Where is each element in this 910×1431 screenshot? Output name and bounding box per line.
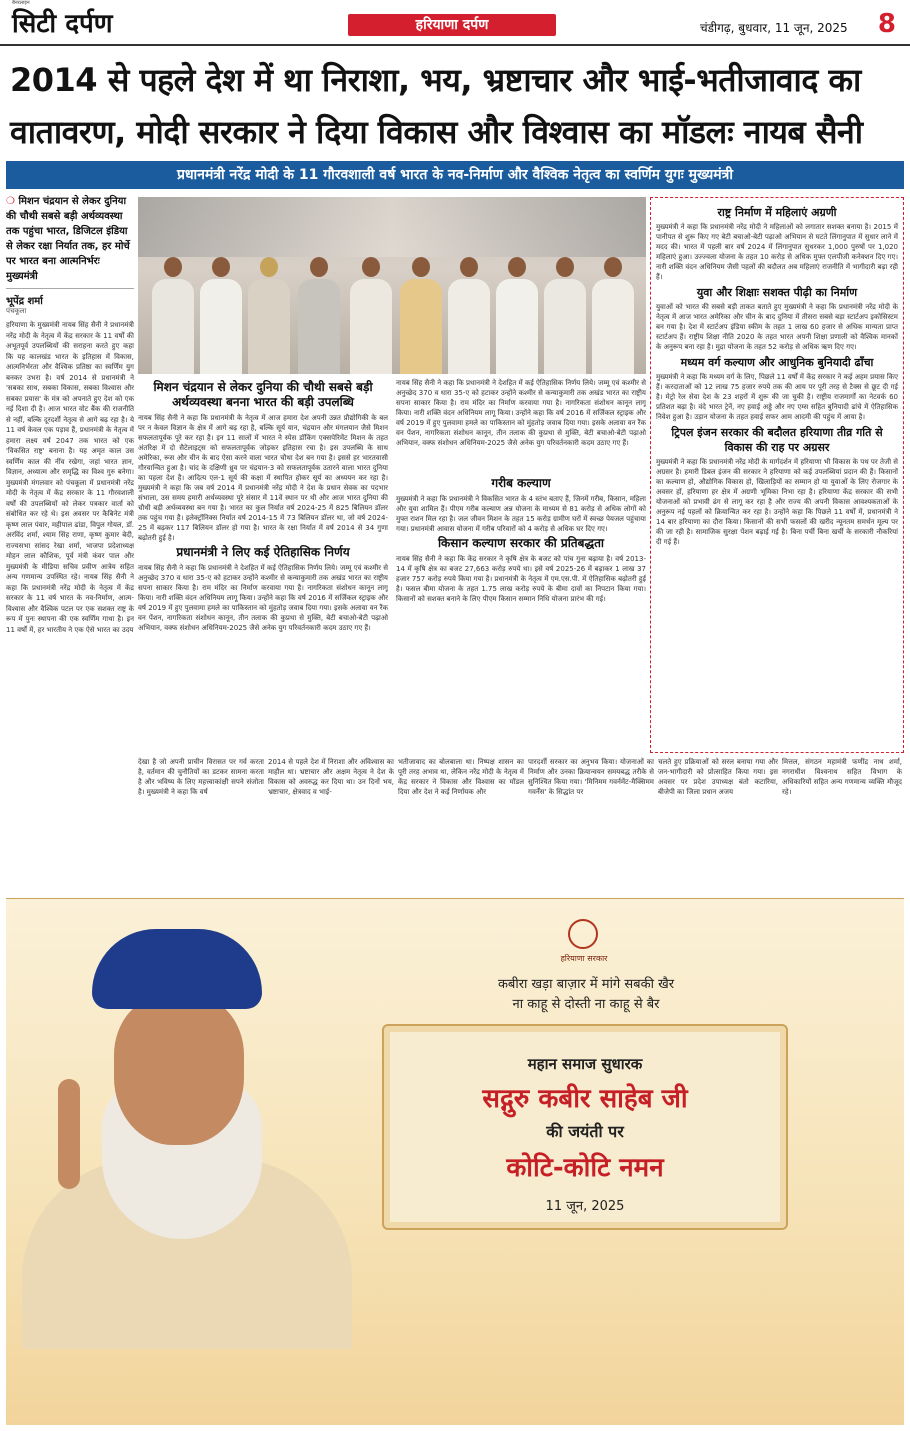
kabir-portrait [22, 929, 352, 1349]
bullet-icon: ❍ [6, 196, 15, 207]
govt-label: हरियाणा सरकार [560, 954, 608, 963]
scroll-line-3: की जयंती पर [546, 1122, 624, 1141]
doha-line-2: ना काहू से दोस्ती ना काहू से बैर [512, 997, 660, 1012]
press-conference-photo [138, 197, 646, 374]
section-heading: गरीब कल्याण [491, 476, 551, 490]
haryana-govt-emblem-icon [568, 919, 598, 949]
section-heading: प्रधानमंत्री ने लिए कई ऐतिहासिक निर्णय [176, 545, 350, 559]
highlight-box [6, 194, 134, 289]
highlight-text: मिशन चंद्रयान से लेकर दुनिया की चौथी सबसे बड़ी अर्थव्यवस्था तक पहुंचा भारत, डिजिटल इंडिया से लेकर रक्षा निर्यात तक, हर मोर्चे पर भारत बना आत्मनिर्भरः मुख्यमंत्री [6, 196, 130, 282]
paragraph: मुख्यमंत्री ने कहा कि प्रधानमंत्री नरेंद्र मोदी ने महिलाओं को लगातार सशक्त बनाया है। 2015 में पानीपत से शुरू किए गए बेटी बचाओ-बेटी पढ़ाओ अभियान से घटते लिंगानुपात में सुधार लाने में मदद की। भारत में पहली बार वर्ष 2024 में लिंगानुपात सुधरकर 1,000 पुरुषों पर 1,020 महिलाएं हुआ। उज्ज्वला योजना के तहत 10 करोड़ से अधिक मुफ्त एलपीजी कनेक्शन दिए गए। नारी शक्ति वंदन अधिनियम जैसी पहलों की बदौलत अब महिलाएं राजनीति में भागीदारी बढ़ा रही हैं। [656, 223, 898, 281]
scroll-date: 11 जून, 2025 [545, 1199, 625, 1214]
paragraph: मित्तल, संगठन महामंत्री फणींद्र नाथ शर्मा, नगराधीश विश्वनाथ सहित विभाग के अधिकारियों सहित अन्य गणमान्य व्यक्ति मौजूद रहे। [782, 758, 902, 796]
scroll-line-2: सद्गुरु कबीर साहेब जी [482, 1084, 688, 1114]
article-body-left: हरियाणा के मुख्यमंत्री नायब सिंह सैनी ने प्रधानमंत्री नरेंद्र मोदी के नेतृत्व में केंद्र सरकार के 11 वर्षों की अभूतपूर्व उपलब्धियों की सराहना करते हुए कहा कि यह कालखंड भारत के इतिहास में विकास, आत्मनिर्भरता और वैश्विक प्रतिष्ठा का स्वर्णिम युग बनकर उभरा है। वर्ष 2014 से प्रधानमंत्री ने 'सबका साथ, सबका विकास, सबका विश्वास और सबका प्रयास' के मंत्र को अपनाते हुए देश को एक नई दिशा दी है। आज भारत वोट बैंक की राजनीति से नहीं, बल्कि दूरदर्शी नेतृत्व से आगे बढ़ रहा है। ये 11 वर्ष केवल एक पड़ाव हैं, प्रधानमंत्री के नेतृत्व में हमारा लक्ष्य वर्ष 2047 तक भारत को एक 'विकसित राष्ट्र' बनाना है। यह अमृत काल उस स्वर्णिम काल की नींव रखेगा, जहां भारत ज्ञान, विज्ञान, अध्यात्म और समृद्धि का विश्व गुरु बनेगा। मुख्यमंत्री मंगलवार को पंचकूला में प्रधानमंत्री नरेंद्र मोदी के नेतृत्व में केंद्र सरकार के 11 गौरवशाली वर्षों की उपलब्धियों को लेकर पत्रकार वार्ता को संबोधित कर रहे थे। इस अवसर पर कैबिनेट मंत्री कृष्ण लाल पंवार, महीपाल ढांडा, विपुल गोयल, डॉ. अरविंद शर्मा, श्याम सिंह राणा, कृष्ण कुमार बेदी, राज्यसभा सांसद रेखा शर्मा, भाजपा प्रदेशाध्यक्ष मोहन लाल कौशिक, पूर्व मंत्री कंवर पाल और मुख्यमंत्री के मीडिया सचिव प्रवीण आत्रेय सहित अन्य गणमान्य उपस्थित रहे। नायब सिंह सैनी ने कहा कि प्रधानमंत्री नरेंद्र मोदी के नेतृत्व में केंद्र सरकार के 11 वर्ष भारत के नव-निर्माण, आत्म-विश्वास और वैश्विक पटल पर एक सशक्त राष्ट्र के रूप में पुनः स्थापना की एक स्वर्णिम गाथा है। इन 11 वर्षों में, हर भारतीय ने एक ऐसे भारत का उदय [6, 321, 134, 634]
person-figure [298, 257, 340, 374]
paragraph: मुख्यमंत्री ने कहा कि मध्यम वर्ग के लिए, पिछले 11 वर्षों में केंद्र सरकार ने कई अहम प्रयास किए हैं। करदाताओं को 12 लाख 75 हजार रुपये तक की आय पर पूरी तरह से टैक्स से छूट दी गई है। मेट्रो रेल सेवा देश के 23 शहरों में शुरू की जा चुकी है। राष्ट्रीय राजमार्गों का नेटवर्क 60 प्रतिशत बढ़ा है। वंदे भारत ट्रेनें, नए हवाई अड्डे और नए एम्स सहित बुनियादी ढांचे में ऐतिहासिक निवेश हुआ है। उड़ान योजना के तहत हवाई सफर आम आदमी की पहुंच में आया है। [656, 373, 898, 421]
person-figure [350, 257, 392, 374]
person-figure [592, 257, 634, 374]
person-figure [544, 257, 586, 374]
paragraph: मुख्यमंत्री ने कहा कि प्रधानमंत्री नरेंद्र मोदी के मार्गदर्शन में हरियाणा भी विकास के पथ पर तेजी से अग्रसर है। हमारी डिबल इंजन की सरकार ने हरियाणा को कई उपलब्धियां प्रदान की हैं। किसानों का कल्याण हो, औद्योगिक विकास हो, खिलाड़ियों का सम्मान हो या युवाओं के लिए रोजगार के अवसर हों, हरियाणा हर क्षेत्र में अग्रणी भूमिका निभा रहा है। हरियाणा केंद्र सरकार की सभी योजनाओं को प्रभावी ढंग से लागू कर रहा है और राज्य की अपनी विकास आवश्यकताओं के अनुरूप नई पहलों को क्रियान्वित कर रहा है। उन्होंने कहा कि पिछले 11 वर्षों में, प्रधानमंत्री ने 14 बार हरियाणा का दौरा किया। किसानों की सभी फसलों की खरीद न्यूनतम समर्थन मूल्य पर की जा रही है। सामाजिक सुरक्षा पेंशन बढ़ाई गई है। बिना पर्ची बिना खर्ची के सरकारी नौकरियां दी गई हैं। [656, 458, 898, 546]
section-heading: मिशन चंद्रयान से लेकर दुनिया की चौथी सबसे बड़ी अर्थव्यवस्था बनना भारत की बड़ी उपलब्धि [153, 380, 373, 409]
person-figure [400, 257, 442, 374]
tribute-scroll [382, 1024, 788, 1230]
paragraph: पारदर्शी सरकार का अनुभव किया। योजनाओं का निर्माण और उनका क्रियान्वयन समयबद्ध तरीके से सुनिश्चित किया गया। 'मिनिमम गवर्नमेंट-मैक्सिमम गवर्नेंस' के सिद्धांत पर [528, 758, 654, 796]
paragraph: नायब सिंह सैनी ने कहा कि प्रधानमंत्री के नेतृत्व में आज हमारा देश अपनी उन्नत प्रौद्योगिकी के बल पर न केवल विज्ञान के क्षेत्र में आगे बढ़ रहा है, बल्कि सूर्य यान, चंद्रयान और मंगलयान जैसे मिशन सफलतापूर्वक पूरे कर रहा है। इन 11 सालों में भारत ने स्पेस डॉकिंग एक्सपेरिमेंट मिशन के तहत अंतरिक्ष में दो सैटेलाइट्स को सफलतापूर्वक जोड़कर इतिहास रचा है। इस उपलब्धि के साथ अमेरिका, रूस और चीन के बाद ऐसा करने वाला भारत चौथा देश बन गया है। इससे हर भारतवासी गौरवान्वित हुआ है। चांद के दक्षिणी ध्रुव पर चंद्रयान-3 को सफलतापूर्वक उतारने वाला भारत दुनिया का पहला देश है। आदित्य एल-1 सूर्य की कक्षा में स्थापित होकर सूर्य का अध्ययन कर रहा है। मुख्यमंत्री ने कहा कि जब वर्ष 2014 में प्रधानमंत्री नरेंद्र मोदी ने देश के प्रधान सेवक का पदभार संभाला, उस समय हमारी अर्थव्यवस्था पूरे संसार में 11वें स्थान पर थी और आज भारत दुनिया की चौथी बड़ी अर्थव्यवस्था बन गया है। भारत का कुल निर्यात वर्ष 2024-25 में 825 बिलियन डॉलर तक पहुंच गया है। इलेक्ट्रॉनिक्स निर्यात वर्ष 2014-15 में 73 बिलियन डॉलर था, जो वर्ष 2024-25 में बढ़कर 117 बिलियन डॉलर हो गया है। भारत के रक्षा निर्यात में वर्ष 2014 से 34 गुणा बढ़ोतरी हुई है। [138, 414, 388, 542]
paragraph: भतीजावाद का बोलबाला था। निष्पक्ष शासन का पूरी तरह अभाव था, लेकिन नरेंद्र मोदी के नेतृत्व में केंद्र सरकार ने विकास और विश्वास का मॉडल दिया और देश ने कई निर्णायक और [398, 758, 524, 796]
kabir-doha [426, 975, 746, 1015]
dateline-place: पंचकूला [6, 307, 27, 315]
paragraph: मुख्यमंत्री ने कहा कि प्रधानमंत्री ने विकसित भारत के 4 स्तंभ बताए हैं, जिनमें गरीब, किसान, महिला और युवा शामिल हैं। पीएम गरीब कल्याण अन्न योजना के माध्यम से 81 करोड़ से अधिक लोगों को मुफ्त राशन मिल रहा है। जल जीवन मिशन के तहत 15 करोड़ ग्रामीण घरों में स्वच्छ पेयजल पहुंचाया गया। प्रधानमंत्री आवास योजना में गरीब परिवारों को 4 करोड़ से अधिक घर दिए गए। [396, 495, 646, 533]
person-figure [200, 257, 242, 374]
kabir-jayanti-advertisement [6, 898, 904, 1425]
paragraph: चलते हुए प्रक्रियाओं को सरल बनाया गया और जन-भागीदारी को प्रोत्साहित किया गया। इस अवसर पर प्रदेश उपाध्यक्ष बंतो कटारिया, बीजेपी का जिला प्रधान अजय [658, 758, 778, 796]
dateline: चंडीगढ़, बुधवार, 11 जून, 2025 [700, 21, 848, 35]
paragraph: नायब सिंह सैनी ने कहा कि प्रधानमंत्री ने देशहित में कई ऐतिहासिक निर्णय लिये। जम्मू एवं कश्मीर से अनुच्छेद 370 व धारा 35-ए को हटाकर उन्होंने कश्मीर से कन्याकुमारी तक अखंड भारत का राष्ट्रीय सपना साकार किया है। राम मंदिर का निर्माण करवाया गया है। नागरिकता संशोधन कानून लागू किया। नारी शक्ति वंदन अधिनियम लागू किया। उन्होंने कहा कि वर्ष 2016 में सर्जिकल स्ट्राइक और वर्ष 2019 में हुए पुलवामा हमले का पाकिस्तान को मुंहतोड़ जवाब दिया गया। इसके अलावा वन रैंक वन पेंशन, नागरिकता संशोधन कानून, तीन तलाक की कुप्रथा से मुक्ति, बेटी बचाओ-बेटी पढ़ाओ अभियान, वक्फ संशोधन अधिनियम-2025 जैसे अनेक युग परिवर्तनकारी कदम उठाए गए हैं। [396, 379, 646, 447]
scroll-line-4: कोटि-कोटि नमन [506, 1153, 664, 1183]
masthead [0, 0, 910, 46]
byline: भूपेंद्र शर्मा [6, 296, 43, 307]
person-figure [248, 257, 290, 374]
right-boxed-column [650, 197, 904, 753]
headline [10, 54, 900, 158]
paragraph: 2014 से पहले देश में निराशा और अविश्वास का माहौल था। भ्रष्टाचार और अक्षम नेतृत्व ने देश के विकास को अवरुद्ध कर दिया था। उन दिनों भय, भ्रष्टाचार, क्षेत्रवाद व भाई- [268, 758, 394, 796]
doha-line-1: कबीरा खड़ा बाज़ार में मांगे सबकी खैर [497, 977, 675, 992]
section-heading: किसान कल्याण सरकार की प्रतिबद्धता [437, 536, 605, 550]
section-heading: ट्रिपल इंजन सरकार की बदौलत हरियाणा तीव्र गति से विकास की राह पर अग्रसर [671, 426, 883, 454]
scroll-line-1: महान समाज सुधारक [527, 1055, 643, 1073]
page-number: 8 [877, 9, 896, 39]
backdrop-banner [138, 197, 646, 257]
headline-line-1: 2014 से पहले देश में था निराशा, भय, भ्रष्टाचार और भाई-भतीजावाद का [10, 61, 861, 99]
subheadline: प्रधानमंत्री नरेंद्र मोदी के 11 गौरवशाली वर्ष भारत के नव-निर्माण और वैश्विक नेतृत्व का स्वर्णिम युगः मुख्यमंत्री [6, 161, 904, 189]
middle-article [138, 378, 646, 753]
paragraph: देखा है जो अपनी प्राचीन विरासत पर गर्व करता है, वर्तमान की चुनौतियों का डटकर सामना करता है और भविष्य के लिए महत्त्वाकांक्षी सपने संजोता है। मुख्यमंत्री ने कहा कि वर्ष [138, 758, 264, 796]
person-figure [152, 257, 194, 374]
paragraph: युवाओं को भारत की सबसे बड़ी ताकत बताते हुए मुख्यमंत्री ने कहा कि प्रधानमंत्री नरेंद्र मोदी के नेतृत्व में आज भारत अमेरिका और चीन के बाद दुनिया में तीसरा सबसे बड़ा स्टार्टअप इकोसिस्टम बन गया है। देश में स्टार्टअप इंडिया स्कीम के तहत 1 लाख 60 हजार से अधिक मान्यता प्राप्त स्टार्टअप हैं। राष्ट्रीय शिक्षा नीति 2020 के तहत भारत अपनी शिक्षा प्रणाली को वैश्विक मानकों के अनुरूप बना रहा है। मुद्रा योजना के तहत 52 करोड़ से अधिक ऋण दिए गए। [656, 303, 898, 351]
logo-tagline: बैनरलाइन [12, 0, 30, 6]
middle-subcolumn-2 [396, 378, 646, 750]
person-figure [448, 257, 490, 374]
continuation-row [6, 753, 904, 885]
headline-line-2: वातावरण, मोदी सरकार ने दिया विकास और विश्वास का मॉडलः नायब सैनी [10, 113, 863, 151]
section-heading: राष्ट्र निर्माण में महिलाएं अग्रणी [717, 206, 837, 219]
section-heading: युवा और शिक्षाः सशक्त पीढ़ी का निर्माण [696, 286, 858, 299]
middle-subcolumn-1 [138, 378, 388, 750]
paragraph: नायब सिंह सैनी ने कहा कि प्रधानमंत्री ने देशहित में कई ऐतिहासिक निर्णय लिये। जम्मू एवं कश्मीर से अनुच्छेद 370 व धारा 35-ए को हटाकर उन्होंने कश्मीर से कन्याकुमारी तक अखंड भारत का राष्ट्रीय सपना साकार किया है। राम मंदिर का निर्माण करवाया गया है। नागरिकता संशोधन कानून लागू किया। नारी शक्ति वंदन अधिनियम लागू किया। उन्होंने कहा कि वर्ष 2016 में सर्जिकल स्ट्राइक और वर्ष 2019 में हुए पुलवामा हमले का पाकिस्तान को मुंहतोड़ जवाब दिया गया। इसके अलावा वन रैंक वन पेंशन, नागरिकता संशोधन कानून, तीन तलाक की कुप्रथा से मुक्ति, बेटी बचाओ-बेटी पढ़ाओ अभियान, वक्फ संशोधन अधिनियम-2025 जैसे अनेक युग परिवर्तनकारी कदम उठाए गए हैं। [138, 564, 388, 632]
newspaper-logo: सिटी दर्पण [12, 9, 113, 39]
section-heading: मध्यम वर्ग कल्याण और आधुनिक बुनियादी ढाँचा [680, 356, 874, 369]
section-tag: हरियाणा दर्पण [348, 14, 556, 36]
person-figure [496, 257, 538, 374]
paragraph: नायब सिंह सैनी ने कहा कि केंद्र सरकार ने कृषि क्षेत्र के बजट को पांच गुना बढ़ाया है। वर्ष 2013-14 में कृषि क्षेत्र का बजट 27,663 करोड़ रुपये था। इसे वर्ष 2025-26 में बढ़ाकर 1 लाख 37 हजार 757 करोड़ रुपये किया गया है। प्रधानमंत्री के नेतृत्व में एम.एस.पी. में ऐतिहासिक बढ़ोतरी हुई है। फसल बीमा योजना के तहत 1.75 लाख करोड़ रुपये के बीमा दावों का निपटान किया गया। किसानों को सशक्त बनाने के लिए पीएम किसान सम्मान निधि योजना प्रारंभ की गई। [396, 555, 646, 603]
